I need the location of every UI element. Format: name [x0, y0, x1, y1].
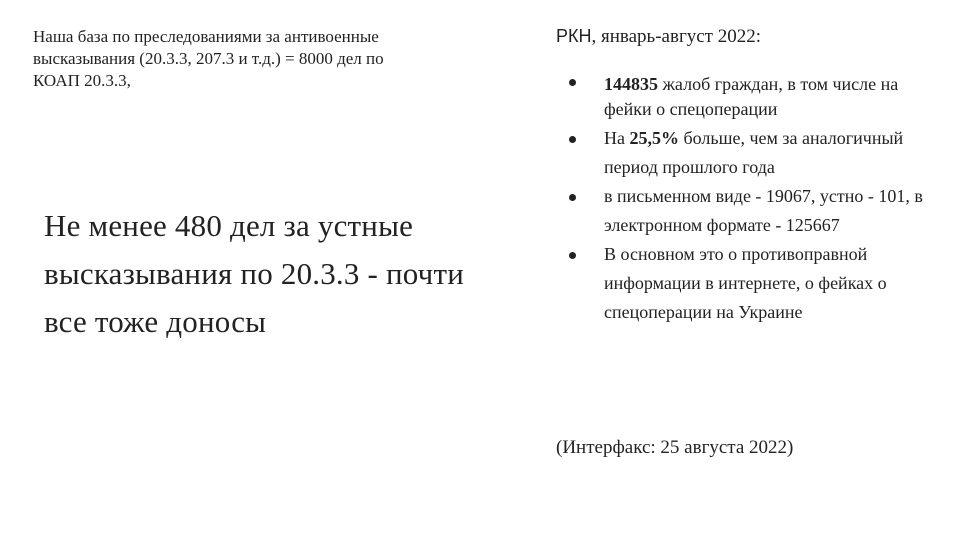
source-citation: (Интерфакс: 25 августа 2022) — [556, 437, 794, 458]
bullet-item-complaints — [566, 70, 926, 124]
bullet-item-increase — [566, 124, 926, 182]
bullet-prefix: На — [604, 128, 630, 148]
left-main-statement: Не менее 480 дел за устные высказывания по 20.3.3 - почти все тоже доносы — [44, 208, 465, 339]
bullet-text: в письменном виде - 19067, устно - 101, в электронном формате - 125667 — [604, 186, 923, 235]
header-period: , январь-август 2022: — [591, 26, 762, 47]
bullet-text: В основном это о противоправной информации в интернете, о фейках о спецоперации на Украине — [604, 244, 887, 322]
bullet-dot-icon — [569, 194, 576, 201]
bullet-list — [566, 70, 926, 327]
increase-percent: 25,5% — [629, 128, 679, 148]
right-header — [556, 24, 761, 49]
bullet-text: больше, чем за аналогичный период прошлого года — [604, 128, 904, 177]
bullet-item-topics — [566, 240, 926, 327]
header-abbr: РКН — [556, 26, 592, 46]
left-intro-text: Наша база по преследованиями за антивоенные высказывания (20.3.3, 207.3 и т.д.) = 8000 дел по КОАП 20.3.3, — [33, 27, 384, 90]
bullet-text: жалоб граждан, в том числе на фейки о спецоперации — [604, 74, 899, 119]
bullet-dot-icon — [569, 252, 576, 259]
bullet-dot-icon — [569, 136, 576, 143]
bullet-item-channels — [566, 182, 926, 240]
complaints-count: 144835 — [604, 74, 658, 94]
bullet-dot-icon — [569, 79, 576, 86]
